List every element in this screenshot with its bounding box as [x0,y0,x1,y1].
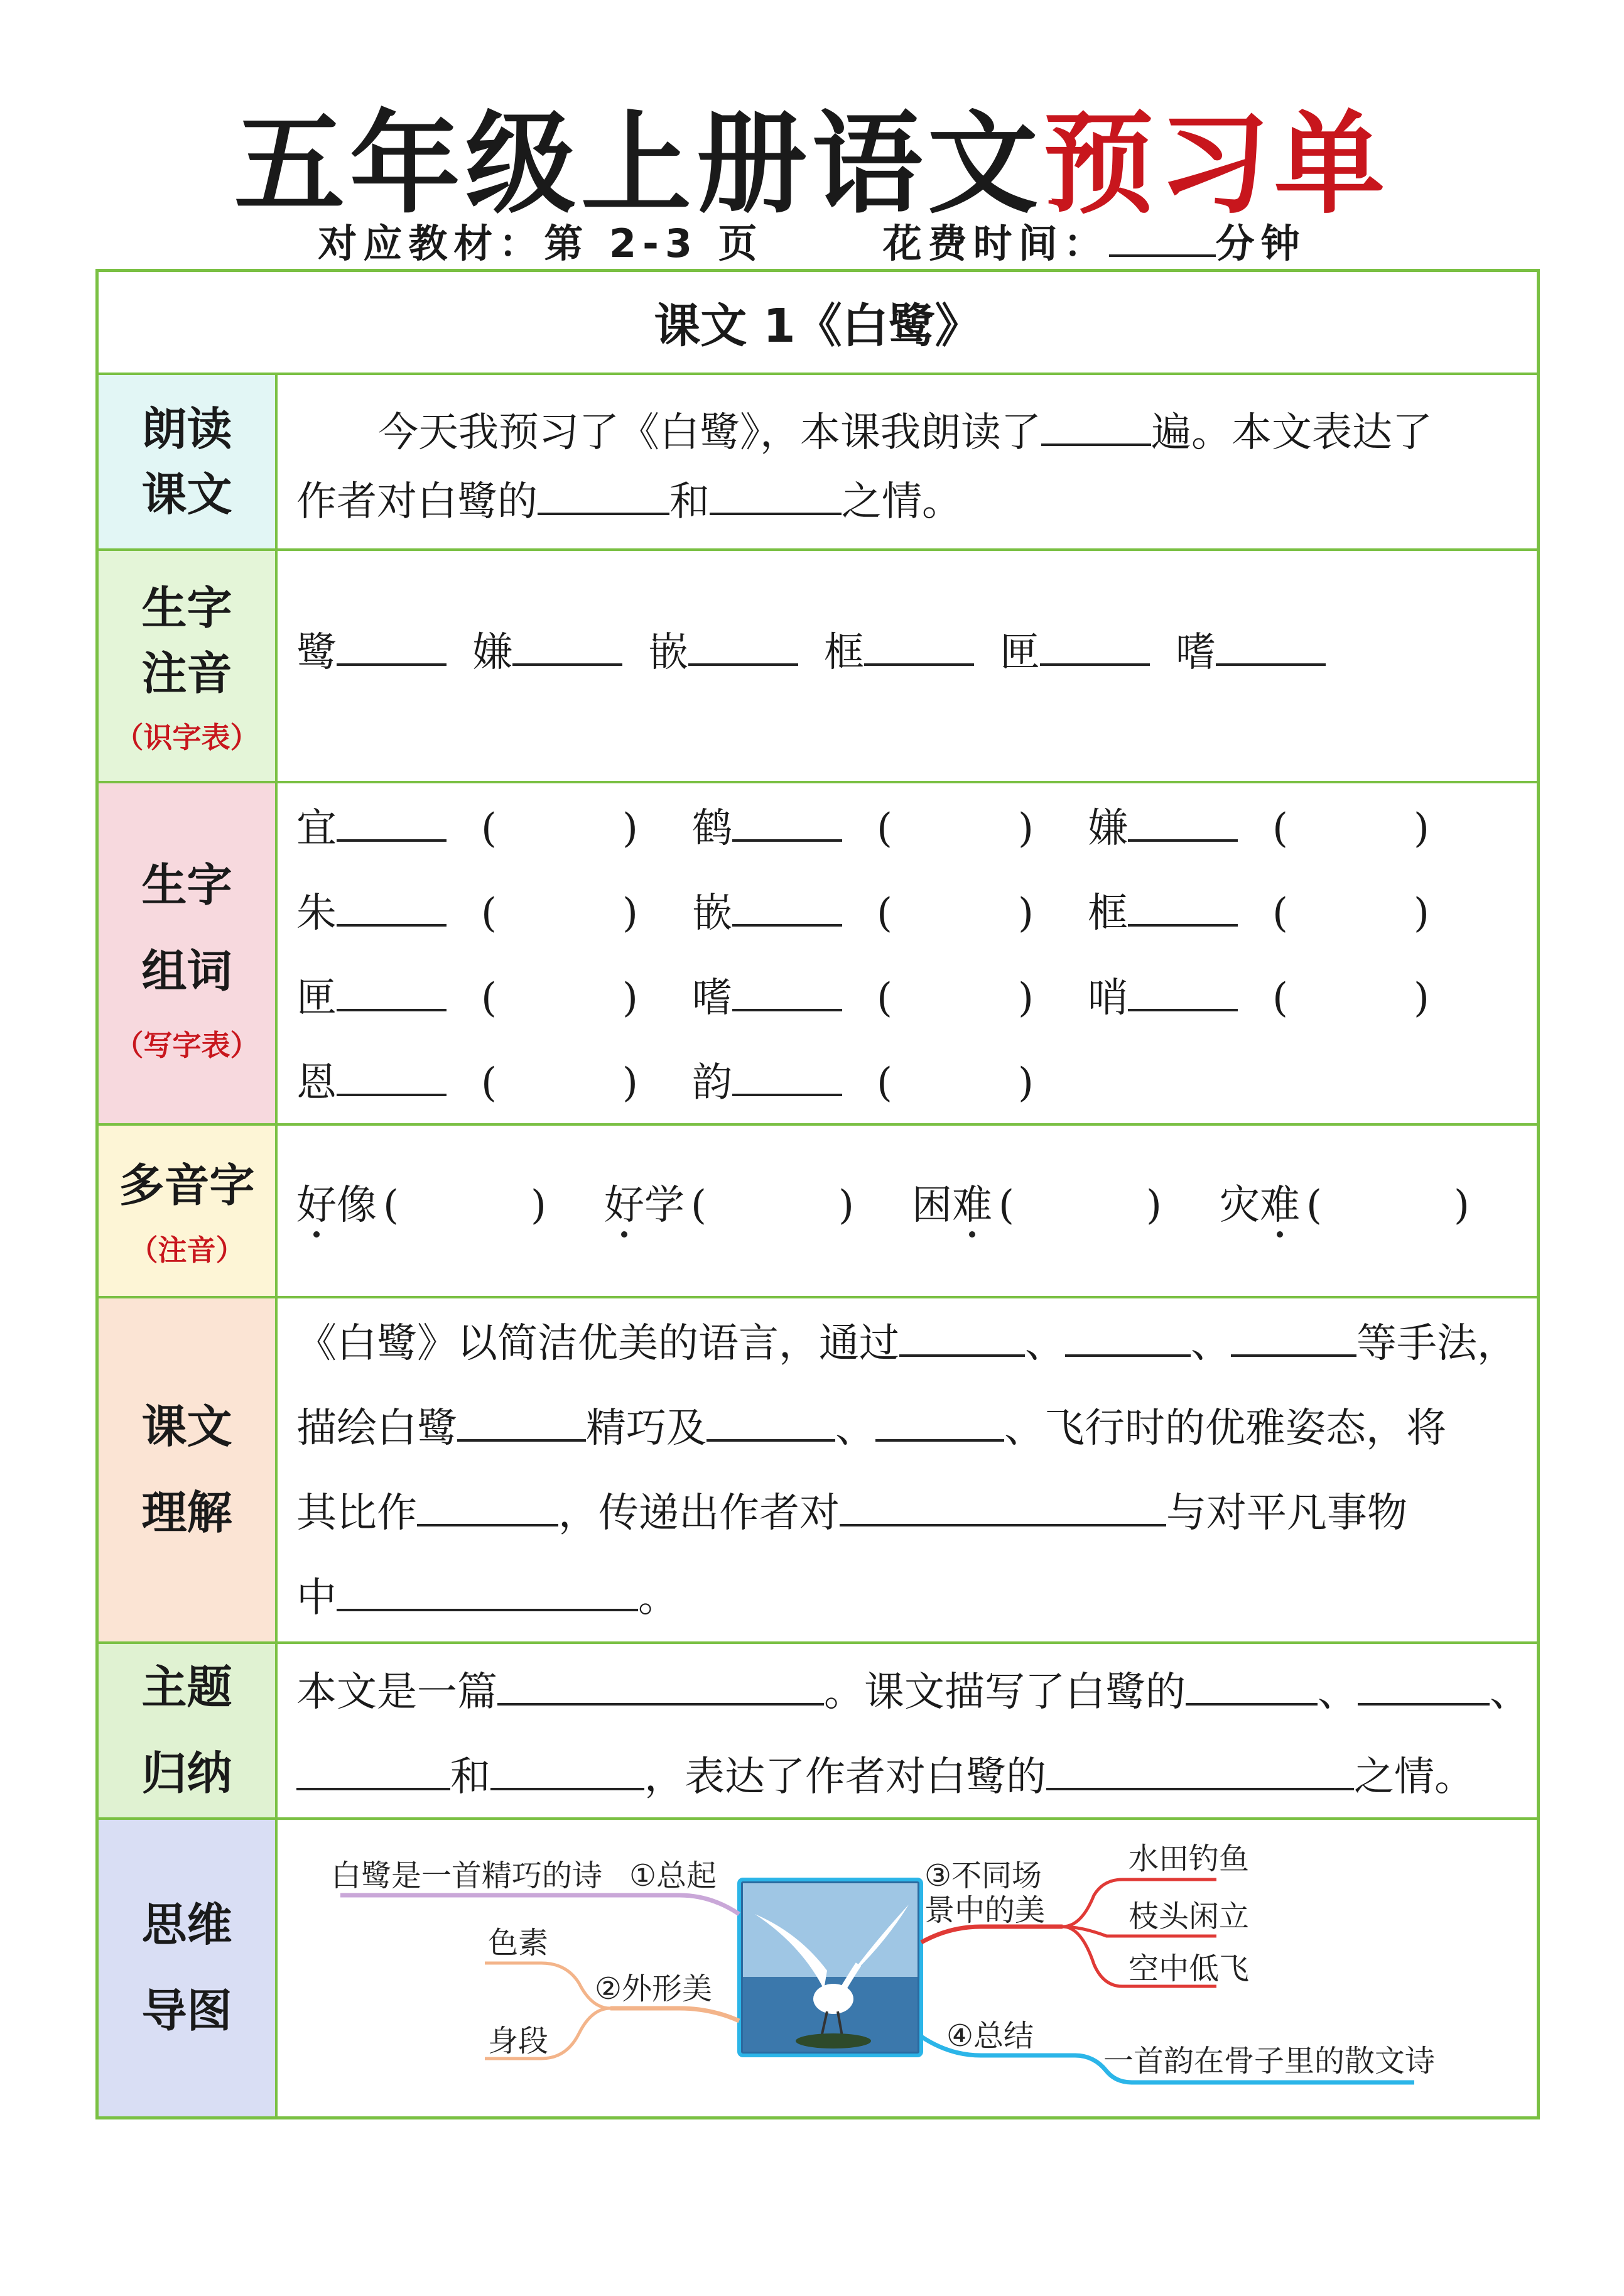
node-3-line-1: ③不同场 [924,1858,1042,1893]
node-3-leaf-1: 水田钓鱼 [1129,1841,1250,1876]
content-poly [278,1126,1537,1296]
row-words [99,781,1537,1123]
poly-item: 好学 ( ) [604,1182,854,1229]
word-blank[interactable] [337,799,447,842]
word-blank[interactable] [1128,799,1238,842]
word-blank[interactable] [337,1053,447,1096]
word-cell [692,881,1034,939]
word-cell [296,1050,638,1108]
label-pinyin: 生字 注音 （识字表） [99,551,278,781]
word-blank[interactable] [732,1053,842,1096]
branch-2-line [610,2008,739,2021]
node-3-leaf-3: 空中低飞 [1129,1951,1250,1986]
blank[interactable] [417,1484,558,1526]
paren-close: ) [1017,890,1034,937]
word-cell [1088,966,1429,1023]
blank[interactable] [875,1399,1004,1442]
paren-close: ) [622,890,638,937]
blank[interactable] [1358,1663,1490,1706]
dotted-char: 好 [604,1182,644,1229]
subtitle [0,212,1624,268]
word-blank[interactable] [1128,969,1238,1011]
paren-close: ) [1413,890,1429,937]
paren-open: ( [481,975,497,1021]
word-cell [692,966,1034,1023]
word-cell [1088,796,1429,854]
paren-open: ( [481,890,497,937]
blank[interactable] [899,1314,1025,1357]
node-2-leaf-2: 身段 [488,2023,549,2059]
word-char: 朱 [296,890,337,937]
row-poly [99,1123,1537,1296]
poly-item: 困难 ( ) [912,1182,1162,1229]
branch-1-line [340,1895,739,1914]
node-3-leaf-2: 枝头闲立 [1129,1899,1250,1934]
label-read: 朗读 课文 [99,375,278,548]
content-read: 今天我预习了《白鹭》，本课我朗读了 遍。本文表达了 作者对白鹭的 和 之情。 [278,375,1537,548]
node-3-line-2: 景中的美 [924,1893,1046,1928]
paren-close: ) [1017,975,1034,1021]
paren-close: ) [1413,805,1429,852]
blank[interactable] [1046,1748,1354,1790]
word-cell [296,881,638,939]
paren-open: ( [1272,975,1288,1021]
row-pinyin [99,548,1537,781]
row-theme [99,1641,1537,1817]
pinyin-blank[interactable] [864,623,974,666]
label-theme: 主题 归纳 [99,1644,278,1817]
paren-open: ( [877,805,892,852]
blank[interactable] [1186,1663,1318,1706]
word-char: 哨 [1088,975,1128,1021]
blank-feeling-1[interactable] [538,472,669,515]
content-words [278,783,1537,1123]
blank[interactable] [497,1663,824,1706]
pinyin-blank[interactable] [512,623,622,666]
label-understand: 课文 理解 [99,1298,278,1641]
paren-close: ) [622,975,638,1021]
paren-close: ) [1017,805,1034,852]
word-char: 嗜 [692,975,732,1021]
poly-item: 灾难 ( ) [1220,1182,1470,1229]
pinyin-blank[interactable] [688,623,798,666]
node-1-leaf: 白鹭是一首精巧的诗 [331,1858,603,1893]
word-blank[interactable] [732,884,842,927]
blank-times[interactable] [1041,403,1151,446]
content-pinyin: 鹭 嫌 嵌 框 匣 嗜 [278,551,1537,781]
word-char: 宜 [296,805,337,852]
pinyin-blank[interactable] [1040,623,1150,666]
mind-map [278,1820,1537,2116]
node-1: ①总起 [629,1858,717,1893]
dotted-char: 好 [296,1182,337,1229]
page-title [0,75,1624,234]
blank[interactable] [706,1399,835,1442]
node-2: ②外形美 [595,1971,713,2006]
paren-close: ) [1413,975,1429,1021]
paren-close: ) [622,1060,638,1106]
paren-open: ( [481,1060,497,1106]
time-unit: 分钟 [1215,220,1306,266]
row-read [99,373,1537,548]
word-char: 框 [1088,890,1128,937]
time-label: 花费时间： [882,220,1109,266]
blank[interactable] [457,1399,586,1442]
node-2-leaf-1: 色素 [488,1925,549,1961]
title-highlight: 预习单 [1043,100,1390,229]
word-blank[interactable] [337,969,447,1011]
word-char: 恩 [296,1060,337,1106]
word-char: 嵌 [692,890,732,937]
word-blank[interactable] [1128,884,1238,927]
label-words: 生字 组词 （写字表） [99,783,278,1123]
word-char: 韵 [692,1060,732,1106]
paren-close: ) [622,805,638,852]
egret-image [739,1880,921,2055]
word-cell [296,966,638,1023]
word-cell [1088,881,1429,939]
blank[interactable] [1065,1314,1191,1357]
pinyin-blank[interactable] [337,623,447,666]
blank[interactable] [1231,1314,1356,1357]
time-blank[interactable] [1109,215,1216,257]
content-mindmap [278,1820,1537,2116]
blank[interactable] [337,1569,638,1611]
textbook-pages: 对应教材：第 2-3 页 [318,220,764,266]
word-cell [692,1050,1034,1108]
paren-open: ( [877,890,892,937]
word-blank[interactable] [732,799,842,842]
word-cell [692,796,1034,854]
paren-open: ( [877,975,892,1021]
node-4-leaf: 一首韵在骨子里的散文诗 [1103,2043,1436,2079]
row-mindmap [99,1817,1537,2116]
word-blank[interactable] [732,969,842,1011]
row-understand [99,1296,1537,1641]
pinyin-blank[interactable] [1216,623,1326,666]
poly-item: 好像 ( ) [296,1182,546,1229]
blank[interactable] [840,1484,1166,1526]
paren-close: ) [1017,1060,1034,1106]
word-char: 嫌 [1088,805,1128,852]
word-blank[interactable] [337,884,447,927]
label-mindmap: 思维 导图 [99,1820,278,2116]
paren-open: ( [1272,805,1288,852]
paren-open: ( [1272,890,1288,937]
blank[interactable] [490,1748,644,1790]
branch-3-line [921,1927,1063,1942]
word-cell [296,796,638,854]
dotted-char: 难 [1260,1182,1300,1229]
title-main: 五年级上册语文 [234,100,1043,229]
worksheet-table [95,269,1540,2119]
blank-feeling-2[interactable] [710,472,842,515]
blank[interactable] [296,1748,450,1790]
content-theme: 本文是一篇 。课文描写了白鹭的 、 、 和 ，表达了作者对白鹭的 之情。 [278,1644,1537,1817]
node-4: ④总结 [946,2018,1034,2054]
word-char: 匣 [296,975,337,1021]
word-char: 鹤 [692,805,732,852]
content-understand: 《白鹭》以简洁优美的语言，通过 、 、 等手法， 描绘白鹭 精巧及 、 、飞行时的优雅姿态，将 其比作 ，传递出作者对 与对平凡事物 中 。 [278,1298,1537,1641]
dotted-char: 难 [952,1182,992,1229]
label-poly: 多音字 （注音） [99,1126,278,1296]
lesson-header: 课文 1《白鹭》 [654,299,982,353]
paren-open: ( [481,805,497,852]
paren-open: ( [877,1060,892,1106]
